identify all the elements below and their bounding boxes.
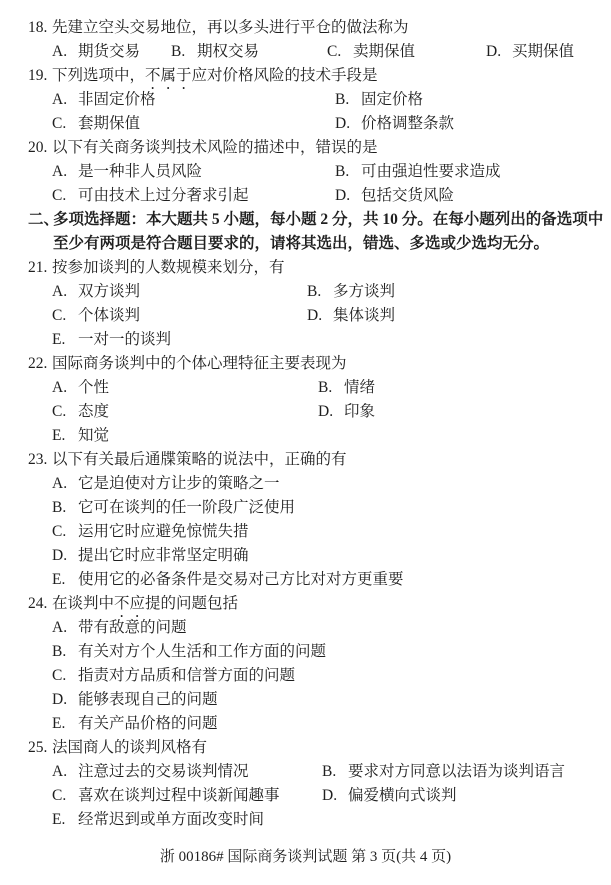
question-19-stem-emphasis: 不属于 [145, 67, 192, 84]
option-20-D-text: 包括交货风险 [361, 187, 455, 204]
option-19-B [335, 88, 423, 112]
option-20-B-text: 可由强迫性要求造成 [361, 163, 501, 180]
option-20-C-text: 可由技术上过分奢求引起 [78, 187, 249, 204]
question-19-options-row-1 [0, 88, 611, 112]
option-24-A [52, 616, 187, 640]
option-23-B [52, 496, 295, 520]
option-19-D-label: D. [335, 115, 351, 132]
section-2-header-line-2 [0, 232, 611, 256]
question-24-stem-pre: 在谈判中 [52, 595, 115, 612]
option-21-D-text: 集体谈判 [333, 307, 396, 324]
option-24-E-label: E. [52, 715, 66, 732]
question-22-options-row-3 [0, 424, 611, 448]
option-25-C-label: C. [52, 787, 67, 804]
option-19-B-text: 固定价格 [361, 91, 424, 108]
section-2-header-line-1 [0, 208, 611, 232]
option-21-A [52, 280, 307, 304]
option-22-C-text: 态度 [78, 403, 110, 420]
question-21-stem-text: 按参加谈判的人数规模来划分，有 [52, 259, 285, 276]
option-21-E-label: E. [52, 331, 66, 348]
option-22-B-label: B. [318, 379, 333, 396]
option-23-D [52, 544, 249, 568]
option-24-D-label: D. [52, 691, 68, 708]
question-24-option-B-row [0, 640, 611, 664]
option-21-E [52, 328, 171, 352]
option-24-E [52, 712, 218, 736]
option-20-A [52, 160, 335, 184]
option-25-A-text: 注意过去的交易谈判情况 [78, 763, 249, 780]
question-22-stem [0, 352, 611, 376]
question-23-option-E-row [0, 568, 611, 592]
question-24-stem [0, 592, 611, 616]
question-22-number: 22. [28, 355, 48, 372]
option-18-B-label: B. [171, 43, 186, 60]
option-19-C [52, 112, 335, 136]
option-18-A-label: A. [52, 43, 68, 60]
option-23-C-label: C. [52, 523, 67, 540]
question-20-number: 20. [28, 139, 48, 156]
question-19-stem [0, 64, 611, 88]
question-18-number: 18. [28, 19, 48, 36]
option-20-C-label: C. [52, 187, 67, 204]
option-23-E-text: 使用它的必备条件是交易对己方比对对方更重要 [78, 571, 404, 588]
question-25-options-row-2 [0, 784, 611, 808]
question-18-stem-text: 先建立空头交易地位，再以多头进行平仓的做法称为 [52, 19, 409, 36]
question-22-options-row-1 [0, 376, 611, 400]
option-20-A-label: A. [52, 163, 68, 180]
option-22-D [318, 400, 375, 424]
option-24-C [52, 664, 295, 688]
option-23-A [52, 472, 280, 496]
option-21-E-text: 一对一的谈判 [78, 331, 172, 348]
question-23-option-C-row [0, 520, 611, 544]
section-2-title: 多项选择题：本大题共 5 小题，每小题 2 分，共 10 分。在每小题列出的备选项中 [53, 211, 604, 228]
question-22-options-row-2 [0, 400, 611, 424]
option-21-C-label: C. [52, 307, 67, 324]
option-23-E-label: E. [52, 571, 66, 588]
page-footer: 浙 00186# 国际商务谈判试题 第 3 页(共 4 页) [159, 849, 452, 865]
option-25-B-text: 要求对方同意以法语为谈判语言 [348, 763, 566, 780]
question-19-stem-pre: 下列选项中， [52, 67, 146, 84]
option-18-C-label: C. [327, 43, 342, 60]
question-18-stem [0, 16, 611, 40]
option-19-C-text: 套期保值 [78, 115, 141, 132]
option-22-B [318, 376, 375, 400]
option-22-D-label: D. [318, 403, 334, 420]
option-22-A [52, 376, 318, 400]
question-20-stem [0, 136, 611, 160]
option-24-B-text: 有关对方个人生活和工作方面的问题 [78, 643, 327, 660]
option-20-A-text: 是一种非人员风险 [78, 163, 203, 180]
option-23-B-text: 它可在谈判的任一阶段广泛使用 [78, 499, 296, 516]
option-22-B-text: 情绪 [344, 379, 376, 396]
option-22-E-text: 知觉 [78, 427, 110, 444]
option-21-B-label: B. [307, 283, 322, 300]
option-23-C [52, 520, 249, 544]
section-2-number: 二、 [28, 211, 60, 228]
question-23-option-A-row [0, 472, 611, 496]
question-21-options-row-3 [0, 328, 611, 352]
option-23-C-text: 运用它时应避免惊慌失措 [78, 523, 249, 540]
option-21-D-label: D. [307, 307, 323, 324]
option-18-C [327, 40, 486, 64]
option-25-E-text: 经常迟到或单方面改变时间 [78, 811, 265, 828]
option-25-D-text: 偏爱横向式谈判 [348, 787, 457, 804]
option-24-D-text: 能够表现自己的问题 [78, 691, 218, 708]
option-21-A-label: A. [52, 283, 68, 300]
option-18-D-text: 买期保值 [512, 43, 575, 60]
option-25-E-label: E. [52, 811, 66, 828]
question-19-number: 19. [28, 67, 48, 84]
question-24-stem-emphasis: 不应 [114, 595, 146, 612]
option-23-D-text: 提出它时应非常坚定明确 [78, 547, 249, 564]
option-18-D-label: D. [486, 43, 502, 60]
option-23-A-text: 它是迫使对方让步的策略之一 [78, 475, 280, 492]
option-24-B-label: B. [52, 643, 67, 660]
option-18-B [171, 40, 327, 64]
question-25-options-row-1 [0, 760, 611, 784]
option-24-C-label: C. [52, 667, 67, 684]
option-18-A-text: 期货交易 [78, 43, 141, 60]
option-19-D-text: 价格调整条款 [361, 115, 455, 132]
question-22-stem-text: 国际商务谈判中的个体心理特征主要表现为 [52, 355, 347, 372]
question-25-stem [0, 736, 611, 760]
option-19-A-label: A. [52, 91, 68, 108]
option-25-D [322, 784, 457, 808]
option-24-B [52, 640, 326, 664]
option-23-A-label: A. [52, 475, 68, 492]
option-25-E [52, 808, 264, 832]
question-23-number: 23. [28, 451, 48, 468]
option-25-A [52, 760, 322, 784]
option-18-A [52, 40, 171, 64]
option-25-C [52, 784, 322, 808]
option-21-B [307, 280, 395, 304]
option-20-D [335, 184, 454, 208]
option-19-C-label: C. [52, 115, 67, 132]
question-23-stem-text: 以下有关最后通牒策略的说法中，正确的有 [52, 451, 347, 468]
question-24-stem-post: 提的问题包括 [145, 595, 239, 612]
question-20-options-row-1 [0, 160, 611, 184]
option-25-D-label: D. [322, 787, 338, 804]
question-25-stem-text: 法国商人的谈判风格有 [52, 739, 208, 756]
option-22-A-label: A. [52, 379, 68, 396]
question-21-stem [0, 256, 611, 280]
question-24-option-E-row [0, 712, 611, 736]
option-22-D-text: 印象 [344, 403, 376, 420]
option-20-B-label: B. [335, 163, 350, 180]
option-24-A-label: A. [52, 619, 68, 636]
section-2-instructions: 至少有两项是符合题目要求的，请将其选出，错选、多选或少选均无分。 [53, 235, 550, 252]
option-18-D [486, 40, 574, 64]
option-23-D-label: D. [52, 547, 68, 564]
option-22-C-label: C. [52, 403, 67, 420]
option-18-B-text: 期权交易 [197, 43, 260, 60]
option-22-A-text: 个性 [78, 379, 110, 396]
option-25-C-text: 喜欢在谈判过程中谈新闻趣事 [78, 787, 280, 804]
option-23-B-label: B. [52, 499, 67, 516]
question-24-option-A-row [0, 616, 611, 640]
option-24-C-text: 指责对方品质和信誉方面的问题 [78, 667, 296, 684]
question-21-number: 21. [28, 259, 48, 276]
option-20-D-label: D. [335, 187, 351, 204]
option-21-B-text: 多方谈判 [333, 283, 396, 300]
option-22-E-label: E. [52, 427, 66, 444]
question-23-stem [0, 448, 611, 472]
option-20-C [52, 184, 335, 208]
option-24-E-text: 有关产品价格的问题 [78, 715, 218, 732]
question-21-options-row-2 [0, 304, 611, 328]
question-25-options-row-3 [0, 808, 611, 832]
question-24-number: 24. [28, 595, 48, 612]
question-20-options-row-2 [0, 184, 611, 208]
question-23-option-B-row [0, 496, 611, 520]
option-23-E [52, 568, 404, 592]
option-22-C [52, 400, 318, 424]
question-19-stem-post: 应对价格风险的技术手段是 [191, 67, 378, 84]
option-22-E [52, 424, 109, 448]
question-20-stem-text: 以下有关商务谈判技术风险的描述中，错误的是 [52, 139, 378, 156]
question-25-number: 25. [28, 739, 48, 756]
question-21-options-row-1 [0, 280, 611, 304]
option-19-B-label: B. [335, 91, 350, 108]
question-23-option-D-row [0, 544, 611, 568]
option-21-D [307, 304, 395, 328]
option-21-A-text: 双方谈判 [78, 283, 141, 300]
option-24-D [52, 688, 218, 712]
option-19-A-text: 非固定价格 [78, 91, 156, 108]
option-24-A-text: 带有敌意的问题 [78, 619, 187, 636]
question-19-options-row-2 [0, 112, 611, 136]
option-19-D [335, 112, 454, 136]
option-21-C [52, 304, 307, 328]
option-20-B [335, 160, 501, 184]
option-18-C-text: 卖期保值 [353, 43, 416, 60]
option-19-A [52, 88, 335, 112]
option-21-C-text: 个体谈判 [78, 307, 141, 324]
question-18-options [0, 40, 611, 64]
option-25-A-label: A. [52, 763, 68, 780]
question-24-option-C-row [0, 664, 611, 688]
question-24-option-D-row [0, 688, 611, 712]
option-25-B-label: B. [322, 763, 337, 780]
option-25-B [322, 760, 565, 784]
